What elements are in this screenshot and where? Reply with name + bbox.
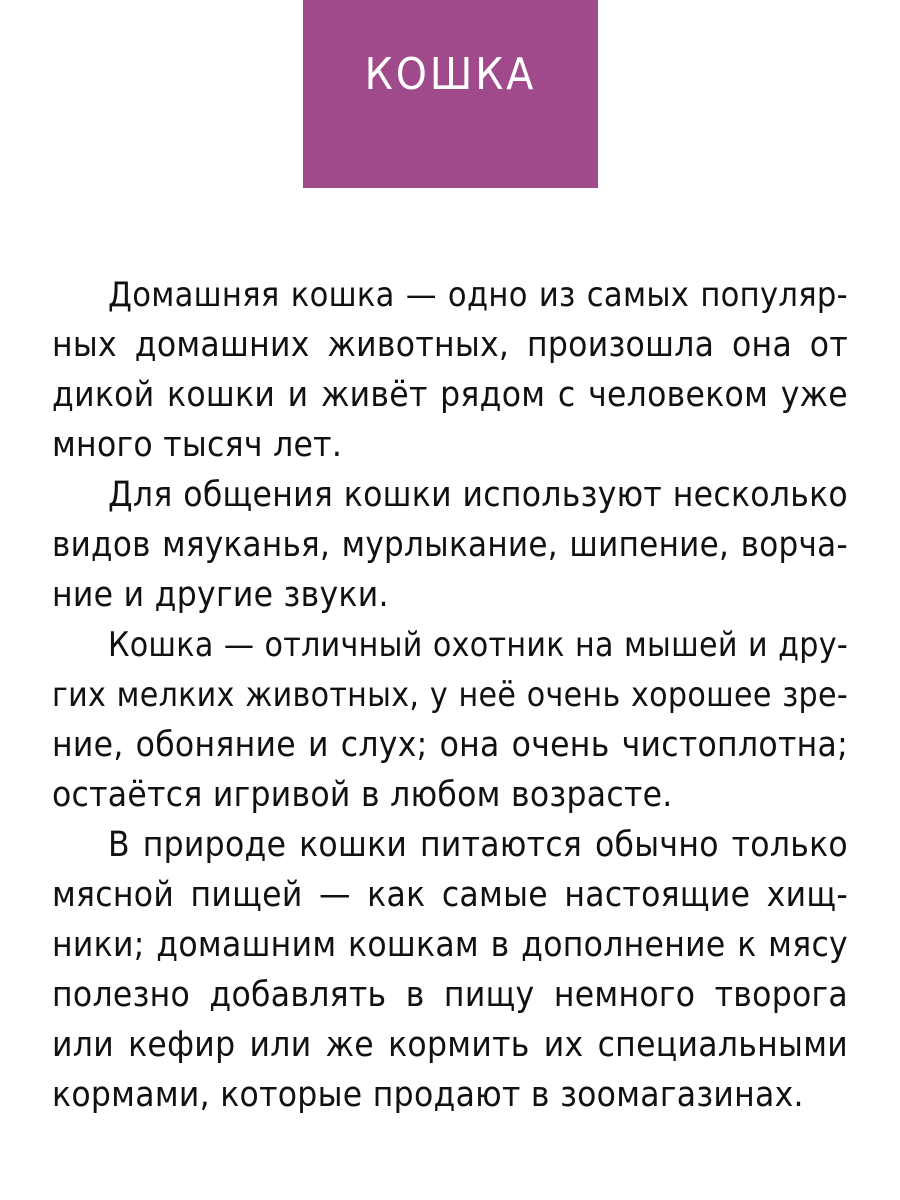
text-line: гих мелких животных, у неё очень хорошее зре- xyxy=(52,675,848,714)
paragraph-4 xyxy=(52,820,848,1120)
text-line: В природе кошки питаются обычно только xyxy=(108,825,848,865)
text-line: полезно добавлять в пищу немного творога xyxy=(52,975,848,1015)
text-line: Для общения кошки используют несколько xyxy=(108,475,848,515)
text-line: видов мяуканья, мурлыкание, шипение, ворча- xyxy=(52,525,848,565)
paragraph-3 xyxy=(52,620,848,820)
text-line: Кошка — отличный охотник на мышей и дру- xyxy=(108,625,848,664)
text-line: много тысяч лет. xyxy=(52,425,343,465)
paragraph-1 xyxy=(52,270,848,470)
title-banner xyxy=(303,0,598,188)
text-line: ных домашних животных, произошла она от xyxy=(52,325,848,365)
text-line: ние, обоняние и слух; она очень чистоплотна; xyxy=(52,725,848,765)
page-title: КОШКА xyxy=(364,48,537,100)
text-line: мясной пищей — как самые настоящие хищ- xyxy=(52,875,848,915)
text-line: или кефир или же кормить их специальными xyxy=(52,1025,848,1065)
text-line: кормами, которые продают в зоомагазинах. xyxy=(52,1075,804,1115)
text-line: ники; домашним кошкам в дополнение к мясу xyxy=(52,925,848,965)
text-line: остаётся игривой в любом возрасте. xyxy=(52,775,673,815)
text-line: дикой кошки и живёт рядом с человеком уже xyxy=(52,375,848,415)
text-line: ние и другие звуки. xyxy=(52,575,389,615)
text-line: Домашняя кошка — одно из самых популяр- xyxy=(108,275,848,315)
paragraph-2 xyxy=(52,470,848,620)
article-body xyxy=(52,270,848,1120)
